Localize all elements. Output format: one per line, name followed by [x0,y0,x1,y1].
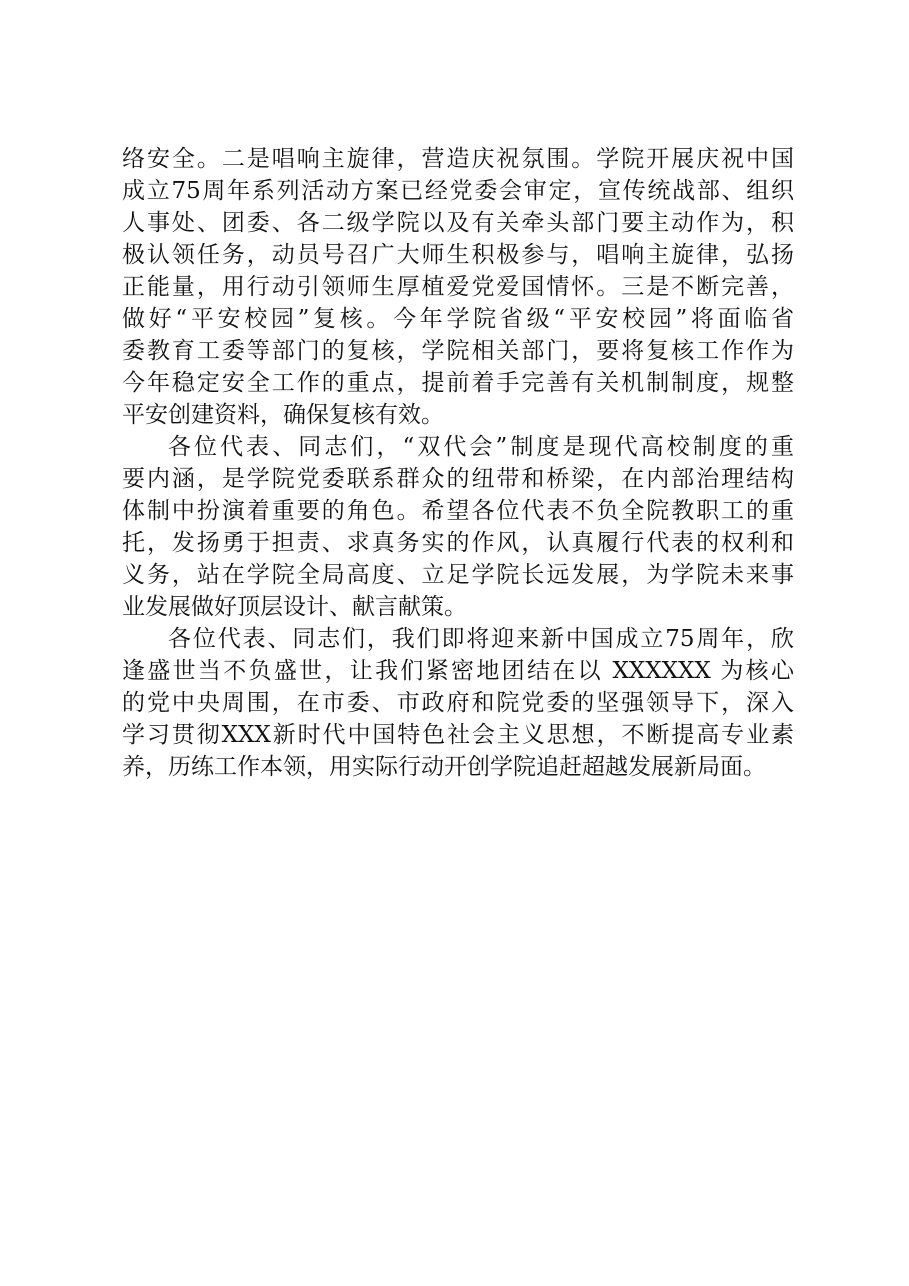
text-line: 平安创建资料，确保复核有效。 [122,402,444,428]
text-line: 要内涵，是学院党委联系群众的纽带和桥梁，在内部治理结构 [122,466,794,492]
text-line: 委教育工委等部门的复核，学院相关部门，要将复核工作作为 [122,338,794,364]
text-line: 各位代表、同志们，“双代会”制度是现代高校制度的重 [168,434,794,460]
text-line: 各位代表、同志们，我们即将迎来新中国成立75周年，欣 [168,626,794,652]
text-line: 养，历练工作本领，用实际行动开创学院追赶超越发展新局面。 [122,754,766,780]
text-line: 学习贯彻XXX新时代中国特色社会主义思想，不断提高专业素 [122,722,794,748]
document-body [122,143,794,783]
text-line: 做好“平安校园”复核。今年学院省级“平安校园”将面临省 [122,306,794,332]
text-line: 义务，站在学院全局高度、立足学院长远发展，为学院未来事 [122,562,794,588]
text-line: 的党中央周围，在市委、市政府和院党委的坚强领导下，深入 [122,690,794,716]
text-line: 人事处、团委、各二级学院以及有关牵头部门要主动作为，积 [122,210,794,236]
text-line: 今年稳定安全工作的重点，提前着手完善有关机制制度，规整 [122,370,794,396]
text-line: 成立75周年系列活动方案已经党委会审定，宣传统战部、组织 [122,178,794,204]
text-line: 极认领任务，动员号召广大师生积极参与，唱响主旋律，弘扬 [122,242,794,268]
text-line: 逢盛世当不负盛世，让我们紧密地团结在以 XXXXXX 为核心 [122,658,794,684]
text-line: 托，发扬勇于担责、求真务实的作风，认真履行代表的权利和 [122,530,794,556]
text-line: 络安全。二是唱响主旋律，营造庆祝氛围。学院开展庆祝中国 [122,146,794,172]
text-line: 业发展做好顶层设计、献言献策。 [122,594,467,620]
text-line: 正能量，用行动引领师生厚植爱党爱国情怀。三是不断完善， [122,274,794,300]
text-line: 体制中扮演着重要的角色。希望各位代表不负全院教职工的重 [122,498,794,524]
